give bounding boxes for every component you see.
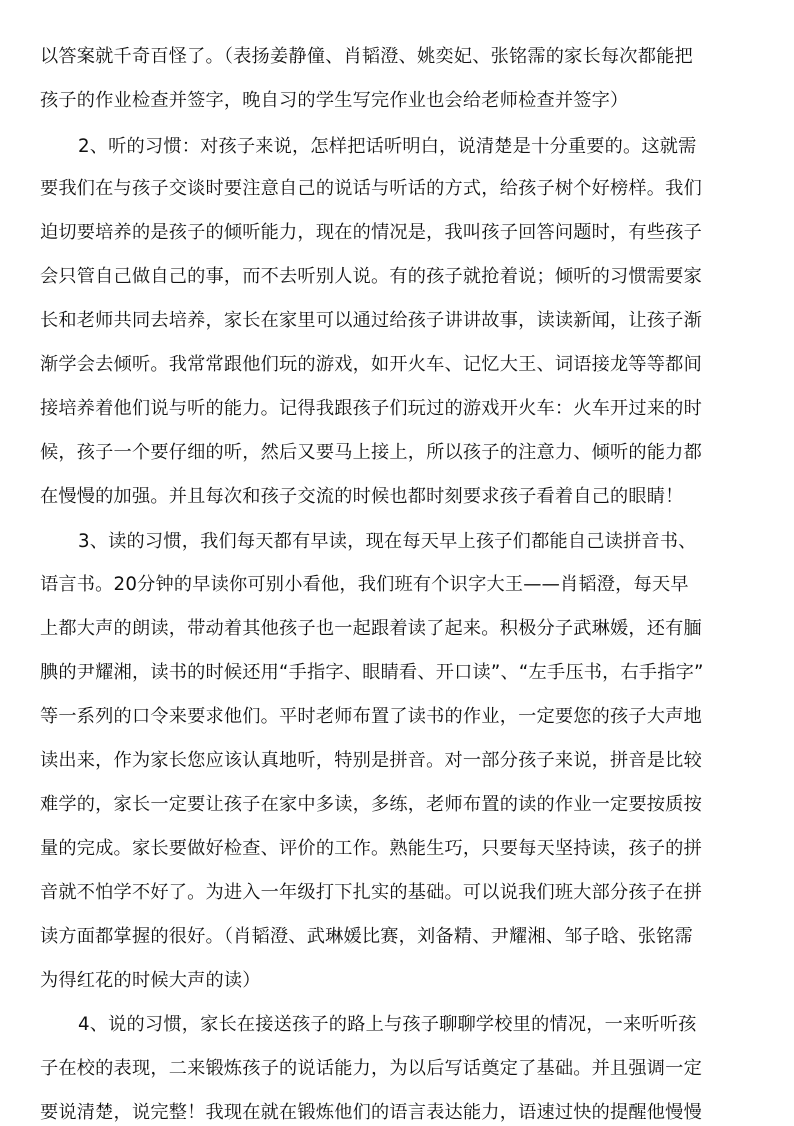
text-line: 迫切要培养的是孩子的倾听能力，现在的情况是，我叫孩子回答问题时，有些孩子 xyxy=(40,222,702,243)
text-line: 读方面都掌握的很好。（肖韬澄、武琳媛比赛，刘备精、尹耀湘、邹子晗、张铭霈 xyxy=(40,926,693,947)
text-line: 在慢慢的加强。并且每次和孩子交流的时候也都时刻要求孩子看着自己的眼睛！ xyxy=(40,486,684,507)
text-line: 腆的尹耀湘，读书的时候还用“手指字、眼睛看、开口读”、“左手压书，右手指字” xyxy=(40,662,704,683)
text-line: 为得红花的时候大声的读） xyxy=(40,970,261,991)
text-line: 接培养着他们说与听的能力。记得我跟孩子们玩过的游戏开火车：火车开过来的时 xyxy=(40,398,702,419)
text-line: 候，孩子一个要仔细的听，然后又要马上接上，所以孩子的注意力、倾听的能力都 xyxy=(40,442,702,463)
paragraph-start-line: 4、说的习惯，家长在接送孩子的路上与孩子聊聊学校里的情况，一来听听孩 xyxy=(78,1014,697,1035)
text-line: 以答案就千奇百怪了。（表扬姜静僮、肖韬澄、姚奕妃、张铭霈的家长每次都能把 xyxy=(40,46,693,67)
text-line: 语言书。20分钟的早读你可别小看他，我们班有个识字大王——肖韬澄，每天早 xyxy=(40,574,689,595)
text-line: 渐学会去倾听。我常常跟他们玩的游戏，如开火车、记忆大王、词语接龙等等都间 xyxy=(40,354,702,375)
text-line: 子在校的表现，二来锻炼孩子的说话能力，为以后写话奠定了基础。并且强调一定 xyxy=(40,1058,702,1079)
text-line: 等一系列的口令来要求他们。平时老师布置了读书的作业，一定要您的孩子大声地 xyxy=(40,706,702,727)
text-line: 上都大声的朗读，带动着其他孩子也一起跟着读了起来。积极分子武琳媛，还有腼 xyxy=(40,618,702,639)
text-line: 读出来，作为家长您应该认真地听，特别是拼音。对一部分孩子来说，拼音是比较 xyxy=(40,750,702,771)
text-line: 音就不怕学不好了。为进入一年级打下扎实的基础。可以说我们班大部分孩子在拼 xyxy=(40,882,702,903)
text-line: 难学的，家长一定要让孩子在家中多读，多练，老师布置的读的作业一定要按质按 xyxy=(40,794,702,815)
text-line: 会只管自己做自己的事，而不去听别人说。有的孩子就抢着说；倾听的习惯需要家 xyxy=(40,266,702,287)
paragraph-start-line: 3、读的习惯，我们每天都有早读，现在每天早上孩子们都能自己读拼音书、 xyxy=(78,531,697,552)
text-line: 孩子的作业检查并签字，晚自习的学生写完作业也会给老师检查并签字） xyxy=(40,90,629,111)
text-line: 要我们在与孩子交谈时要注意自己的说话与听话的方式，给孩子树个好榜样。我们 xyxy=(40,178,702,199)
text-line: 要说清楚，说完整！我现在就在锻炼他们的语言表达能力，语速过快的提醒他慢慢 xyxy=(40,1102,702,1123)
text-line: 长和老师共同去培养，家长在家里可以通过给孩子讲讲故事，读读新闻，让孩子渐 xyxy=(40,310,702,331)
paragraph-start-line: 2、听的习惯：对孩子来说，怎样把话听明白，说清楚是十分重要的。这就需 xyxy=(78,136,697,157)
text-line: 量的完成。家长要做好检查、评价的工作。熟能生巧，只要每天坚持读，孩子的拼 xyxy=(40,838,702,859)
